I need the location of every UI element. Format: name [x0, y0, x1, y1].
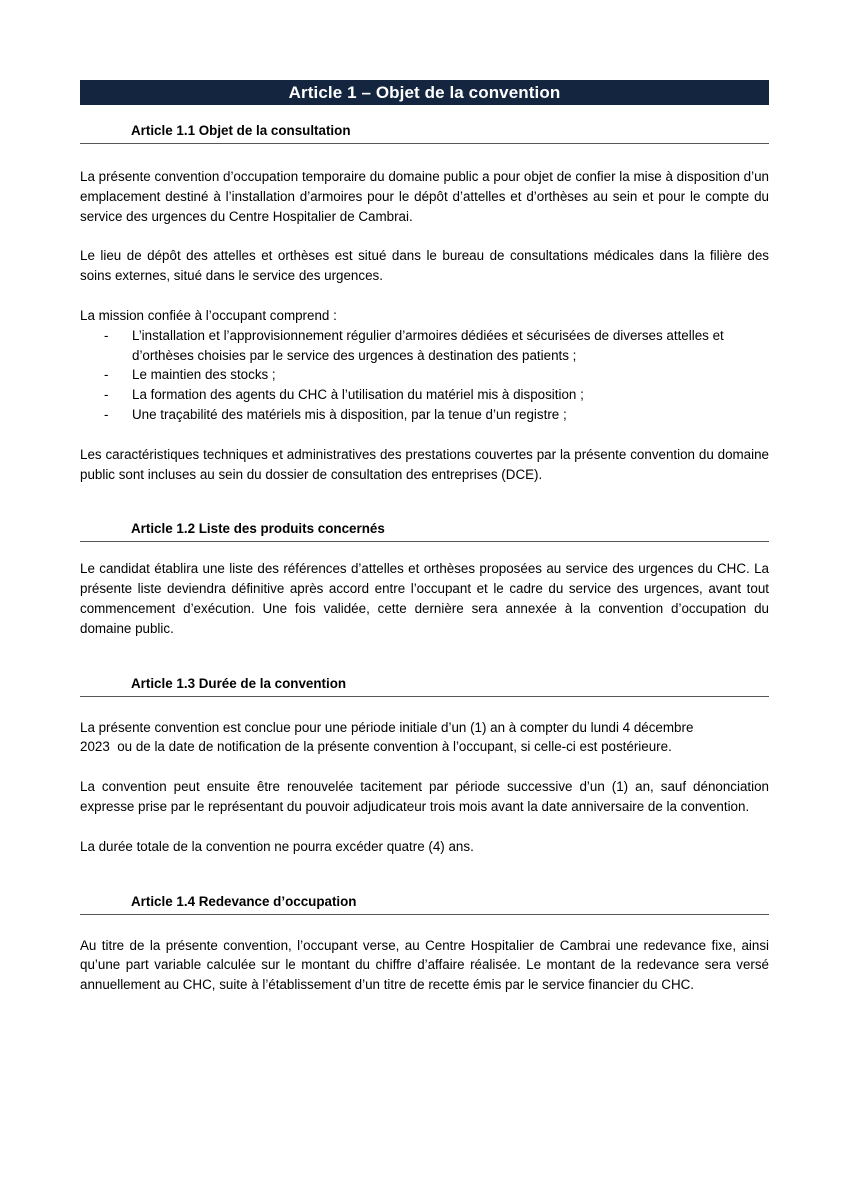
section-1-4-paragraph-1: Au titre de la présente convention, l’occupant verse, au Centre Hospitalier de Cambrai une redevance fixe, ainsi qu’une part variable calculée sur le montant du chiffre d’affaire réalisée. Le montant de la redevance sera versé annuellement au CHC, suite à l’établissement d’un titre de recette émis par le service financier du CHC. — [80, 937, 769, 993]
section-1-1-paragraph-3: Les caractéristiques techniques et administratives des prestations couvertes par la présente convention du domaine public sont incluses au sein du dossier de consultation des entreprises (DCE). — [80, 446, 769, 482]
section-heading-1-3: Article 1.3 Durée de la convention — [80, 675, 769, 697]
list-item — [80, 405, 769, 425]
section-1-2-paragraph-1: Le candidat établira une liste des références d’attelles et orthèses proposées au service des urgences du CHC. La présente liste deviendra définitive après accord entre l’occupant et le cadre du service des urgences, avant tout commencement d’exécution. Une fois validée, cette dernière sera annexée à la convention d’occupation du domaine public. — [80, 561, 769, 636]
list-item — [80, 326, 769, 366]
section-1-3-paragraph-3: La durée totale de la convention ne pourra excéder quatre (4) ans. — [80, 838, 474, 854]
list-item — [80, 385, 769, 405]
section-1-1-paragraph-1: La présente convention d’occupation temporaire du domaine public a pour objet de confier la mise à disposition d’un emplacement destiné à l’installation d’armoires pour le dépôt d’attelles et d’orthèses au sein et pour le compte du service des urgences du Centre Hospitalier de Cambrai. — [80, 169, 769, 224]
mission-intro: La mission confiée à l’occupant comprend : — [80, 307, 337, 323]
bullet-dash-icon: - — [104, 406, 109, 422]
section-1-3-paragraph-2: La convention peut ensuite être renouvelée tacitement par période successive d’un (1) an, sauf dénonciation expresse prise par le représentant du pouvoir adjudicateur trois mois avant la date anniversaire de la convention. — [80, 779, 769, 814]
list-item-text: La formation des agents du CHC à l’utilisation du matériel mis à disposition ; — [132, 387, 584, 403]
paragraph-line: La présente convention est conclue pour une période initiale d’un (1) an à compter du lundi 4 décembre — [80, 719, 694, 735]
list-item-text: L’installation et l’approvisionnement régulier d’armoires dédiées et sécurisées de diverses attelles et d’orthèses choisies par le service des urgences à destination des patients ; — [132, 327, 724, 363]
section-1-1-paragraph-2: Le lieu de dépôt des attelles et orthèses est situé dans le bureau de consultations médicales dans la filière des soins externes, situé dans le service des urgences. — [80, 248, 769, 284]
section-heading-1-4: Article 1.4 Redevance d’occupation — [80, 893, 769, 915]
bullet-dash-icon: - — [104, 367, 109, 383]
bullet-dash-icon: - — [104, 387, 109, 403]
bullet-dash-icon: - — [104, 327, 109, 343]
section-heading-1-2: Article 1.2 Liste des produits concernés — [80, 520, 769, 542]
document-page — [80, 80, 769, 995]
section-1-3-paragraph-1 — [80, 718, 769, 758]
list-item — [80, 365, 769, 385]
article-title-banner: Article 1 – Objet de la convention — [80, 80, 769, 105]
list-item-text: Une traçabilité des matériels mis à disposition, par la tenue d’un registre ; — [132, 406, 567, 422]
section-heading-1-1: Article 1.1 Objet de la consultation — [80, 122, 769, 144]
list-item-text: Le maintien des stocks ; — [132, 367, 276, 383]
paragraph-line: 2023 ou de la date de notification de la présente convention à l’occupant, si celle-ci est postérieure. — [80, 739, 672, 755]
mission-list — [80, 326, 769, 425]
